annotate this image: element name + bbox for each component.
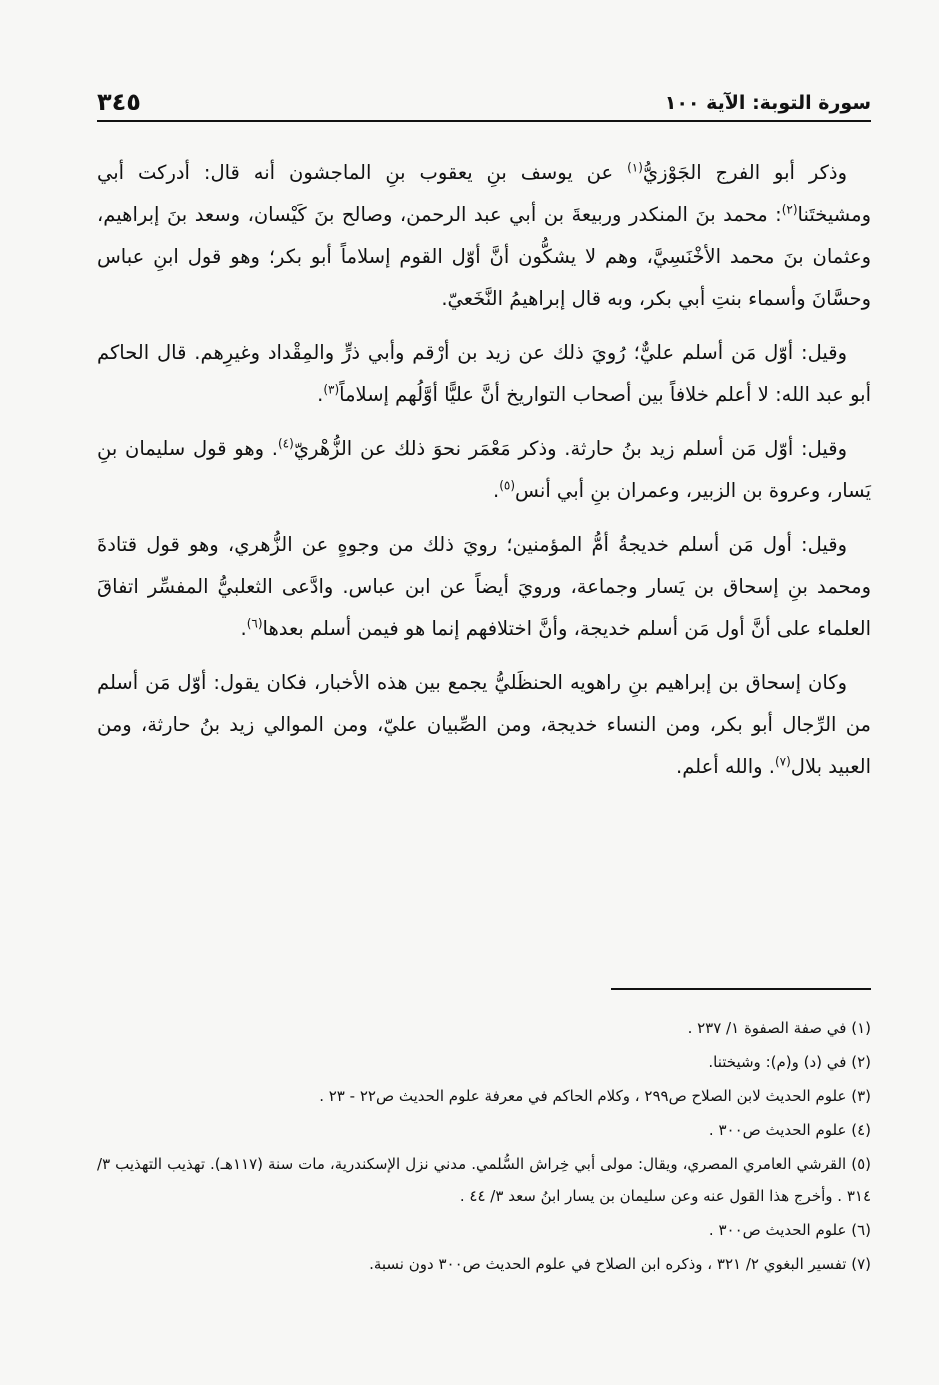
text-run: .	[317, 383, 324, 406]
footnote-1: (١) في صفة الصفوة ١/ ٢٣٧ .	[687, 1019, 871, 1037]
footnote-7: (٧) تفسير البغوي ٢/ ٣٢١ ، وذكره ابن الصلاح في علوم الحديث ص٣٠٠ دون نسبة.	[369, 1255, 871, 1273]
footnote-ref: (٢)	[781, 202, 798, 217]
footnote-5: (٥) القرشي العامري المصري، ويقال: مولى أبي خِراش السُّلمي. مدني نزل الإسكندرية، مات سنة (١١٧هـ). تهذيب التهذيب ٣/ ٣١٤ . وأخرج هذا القول عنه وعن سليمان بن يسار ابنُ سعد ٣/ ٤٤ .	[97, 1155, 871, 1205]
footnote-3: (٣) علوم الحديث لابن الصلاح ص٢٩٩ ، وكلام الحاكم في معرفة علوم الحديث ص٢٢ - ٢٣ .	[319, 1087, 871, 1105]
footnote-separator	[611, 988, 871, 990]
text-run: وقيل: أوّل مَن أسلم عليٌّ؛ رُويَ ذلك عن زيد بن أرْقم وأبي ذرٍّ والمِقْداد وغيرِهم. قال الحاكم أبو عبد الله: لا أعلم خلافاً بين أصحاب التواريخ أنَّ عليًّا أوَّلُهم إسلاماً	[97, 341, 871, 406]
footnote-ref: (٦)	[246, 616, 263, 631]
footnotes	[97, 1012, 871, 1282]
paragraph-4	[97, 524, 871, 650]
page-header	[97, 82, 871, 122]
text-run: وكان إسحاق بن إبراهيم بنِ راهويه الحنظَليُّ يجمع بين هذه الأخبار، فكان يقول: أوّل مَن أسلم من الرِّجال أبو بكر، ومن النساء خديجة، ومن الصِّبيان عليّ، ومن الموالي زيد بنُ حارثة، ومن العبيد بلال	[97, 671, 871, 778]
text-run: : محمد بنَ المنكدر وربيعةَ بن أبي عبد الرحمن، وصالح بنَ كَيْسان، وسعد بنَ إبراهيم، وعثمان بنَ محمد الأخْنَسِيَّ، وهم لا يشكُّون أنَّ أوّل القوم إسلاماً أبو بكر؛ وهو قول ابنِ عباس وحسَّانَ وأسماء بنتِ أبي بكر، وبه قال إبراهيمُ النَّخَعيّ.	[97, 203, 871, 310]
text-run: .	[240, 617, 247, 640]
page-number: ٣٤٥	[97, 88, 141, 116]
paragraph-5	[97, 662, 871, 788]
paragraph-2	[97, 332, 871, 416]
text-run: عن يوسف بنِ يعقوب بنِ الماجشون أنه قال: أدركت أبي ومشيختَنا	[97, 161, 871, 226]
running-title: سورة التوبة: الآية ١٠٠	[664, 92, 871, 114]
footnote-2: (٢) في (د) و(م): وشيختنا.	[708, 1053, 871, 1071]
text-run: وقيل: أول مَن أسلم خديجةُ أمُّ المؤمنين؛ رويَ ذلك من وجوهٍ عن الزُّهري، وهو قول قتادةَ ومحمد بنِ إسحاق بن يَسار وجماعة، ورويَ أيضاً عن ابن عباس. وادَّعى الثعلبيُّ المفسِّر اتفاقَ العلماء على أنَّ أول مَن أسلم خديجة، وأنَّ اختلافهم إنما هو فيمن أسلم بعدها	[97, 533, 871, 640]
main-text	[97, 152, 871, 800]
text-run: .	[493, 479, 500, 502]
paragraph-1	[97, 152, 871, 320]
text-run: . والله أعلم.	[676, 755, 775, 778]
footnote-ref: (٧)	[774, 754, 791, 769]
text-run: وذكر أبو الفرج الجَوْزيُّ	[642, 161, 847, 184]
text-run: . وهو قول سليمان بنِ يَسار، وعروة بن الزبير، وعمران بنِ أبي أنس	[97, 437, 871, 502]
footnote-ref: (٤)	[277, 436, 294, 451]
footnote-ref: (٣)	[323, 382, 340, 397]
paragraph-3	[97, 428, 871, 512]
footnote-4: (٤) علوم الحديث ص٣٠٠ .	[708, 1121, 871, 1139]
footnote-6: (٦) علوم الحديث ص٣٠٠ .	[708, 1221, 871, 1239]
footnote-ref: (٥)	[499, 478, 516, 493]
text-run: وقيل: أوّل مَن أسلم زيد بنُ حارثة. وذكر مَعْمَر نحوَ ذلك عن الزُّهْريّ	[293, 437, 847, 460]
footnote-ref: (١)	[627, 160, 643, 175]
